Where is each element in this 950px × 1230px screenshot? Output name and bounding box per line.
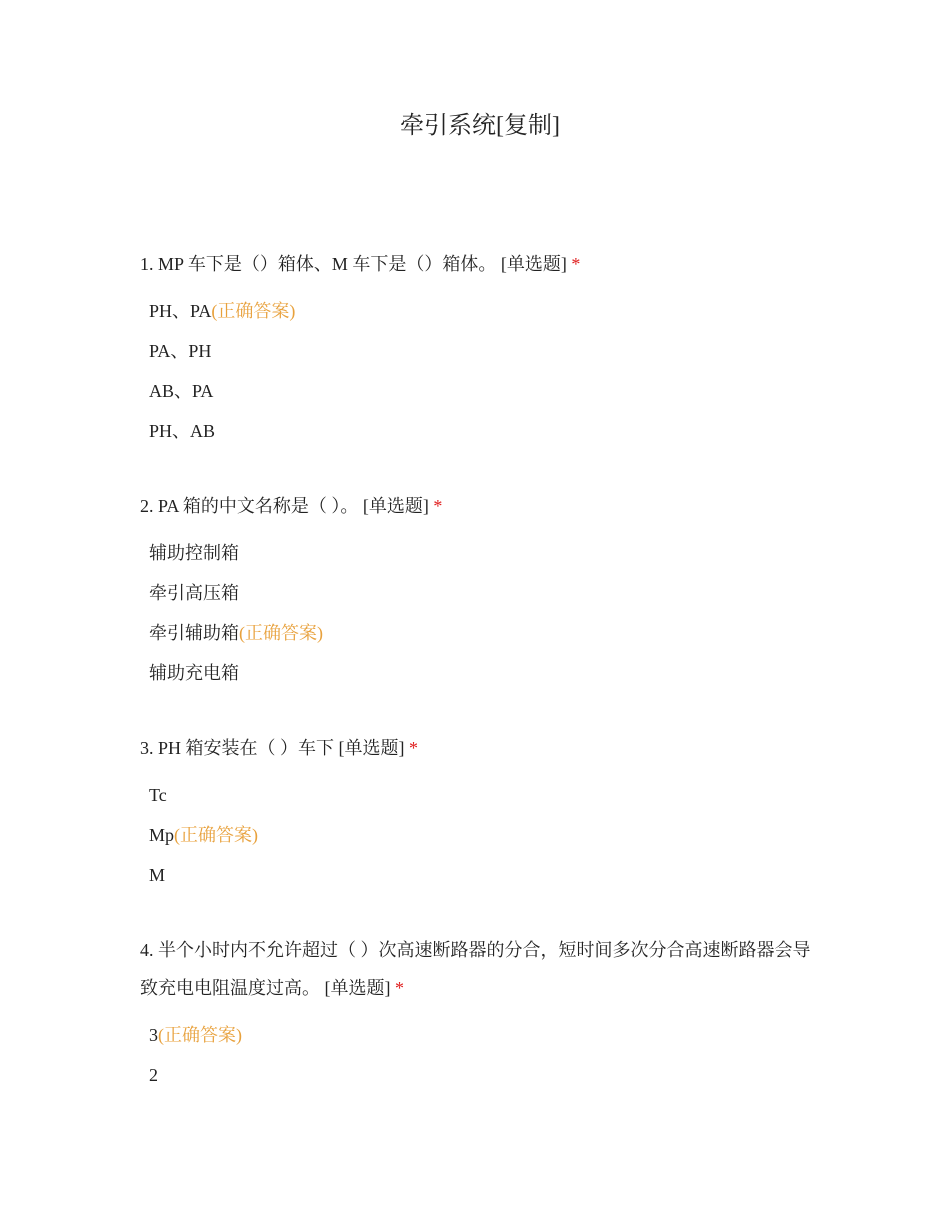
option-label: PA、PH [149, 341, 212, 361]
option-label: PH、AB [149, 421, 216, 441]
option-label: Mp [149, 825, 175, 845]
option-item[interactable] [149, 411, 820, 451]
option-label: Tc [149, 785, 167, 805]
required-mark: * [571, 254, 581, 274]
option-item[interactable] [149, 815, 820, 855]
question-label: 3. PH 箱安装在（ ）车下 [单选题] [140, 738, 405, 758]
question-text [140, 487, 820, 525]
option-label: 辅助充电箱 [149, 663, 239, 683]
option-list [140, 775, 820, 895]
correct-answer-marker: (正确答案) [211, 301, 296, 321]
option-item[interactable] [149, 331, 820, 371]
required-mark: * [395, 978, 404, 998]
question-label: 1. MP 车下是（）箱体、M 车下是（）箱体。 [单选题] [140, 254, 567, 274]
correct-answer-marker: (正确答案) [158, 1025, 242, 1045]
option-list [140, 1015, 820, 1095]
question-4 [140, 931, 820, 1095]
option-label: AB、PA [149, 381, 214, 401]
option-item[interactable] [149, 775, 820, 815]
required-mark: * [409, 738, 418, 758]
option-label: 辅助控制箱 [149, 543, 239, 563]
page-title: 牵引系统[复制] [400, 113, 560, 139]
question-text [140, 729, 820, 767]
option-item[interactable] [149, 533, 820, 573]
correct-answer-marker: (正确答案) [174, 825, 259, 845]
option-label: 牵引辅助箱 [149, 623, 239, 643]
option-item[interactable] [149, 613, 820, 653]
question-label: 2. PA 箱的中文名称是（ ）。 [单选题] [140, 496, 429, 516]
option-item[interactable] [149, 1015, 820, 1055]
question-3 [140, 729, 820, 895]
option-label: 牵引高压箱 [149, 583, 239, 603]
option-list [140, 533, 820, 693]
question-2 [140, 487, 820, 693]
option-item[interactable] [149, 1055, 820, 1095]
question-text [140, 931, 820, 1007]
option-label: M [149, 865, 166, 885]
option-item[interactable] [149, 371, 820, 411]
option-label: 2 [149, 1065, 158, 1085]
option-item[interactable] [149, 653, 820, 693]
option-item[interactable] [149, 291, 820, 331]
option-item[interactable] [149, 573, 820, 613]
option-label: PH、PA [149, 301, 212, 321]
question-label: 4. 半个小时内不允许超过（ ）次高速断路器的分合，短时间多次分合高速断路器会导致充电电阻温度过高。 [单选题] [140, 940, 811, 998]
correct-answer-marker: (正确答案) [239, 623, 323, 643]
option-list [140, 291, 820, 451]
option-label: 3 [149, 1025, 158, 1045]
option-item[interactable] [149, 855, 820, 895]
question-text [140, 245, 820, 283]
question-1 [140, 245, 820, 451]
required-mark: * [433, 496, 443, 516]
